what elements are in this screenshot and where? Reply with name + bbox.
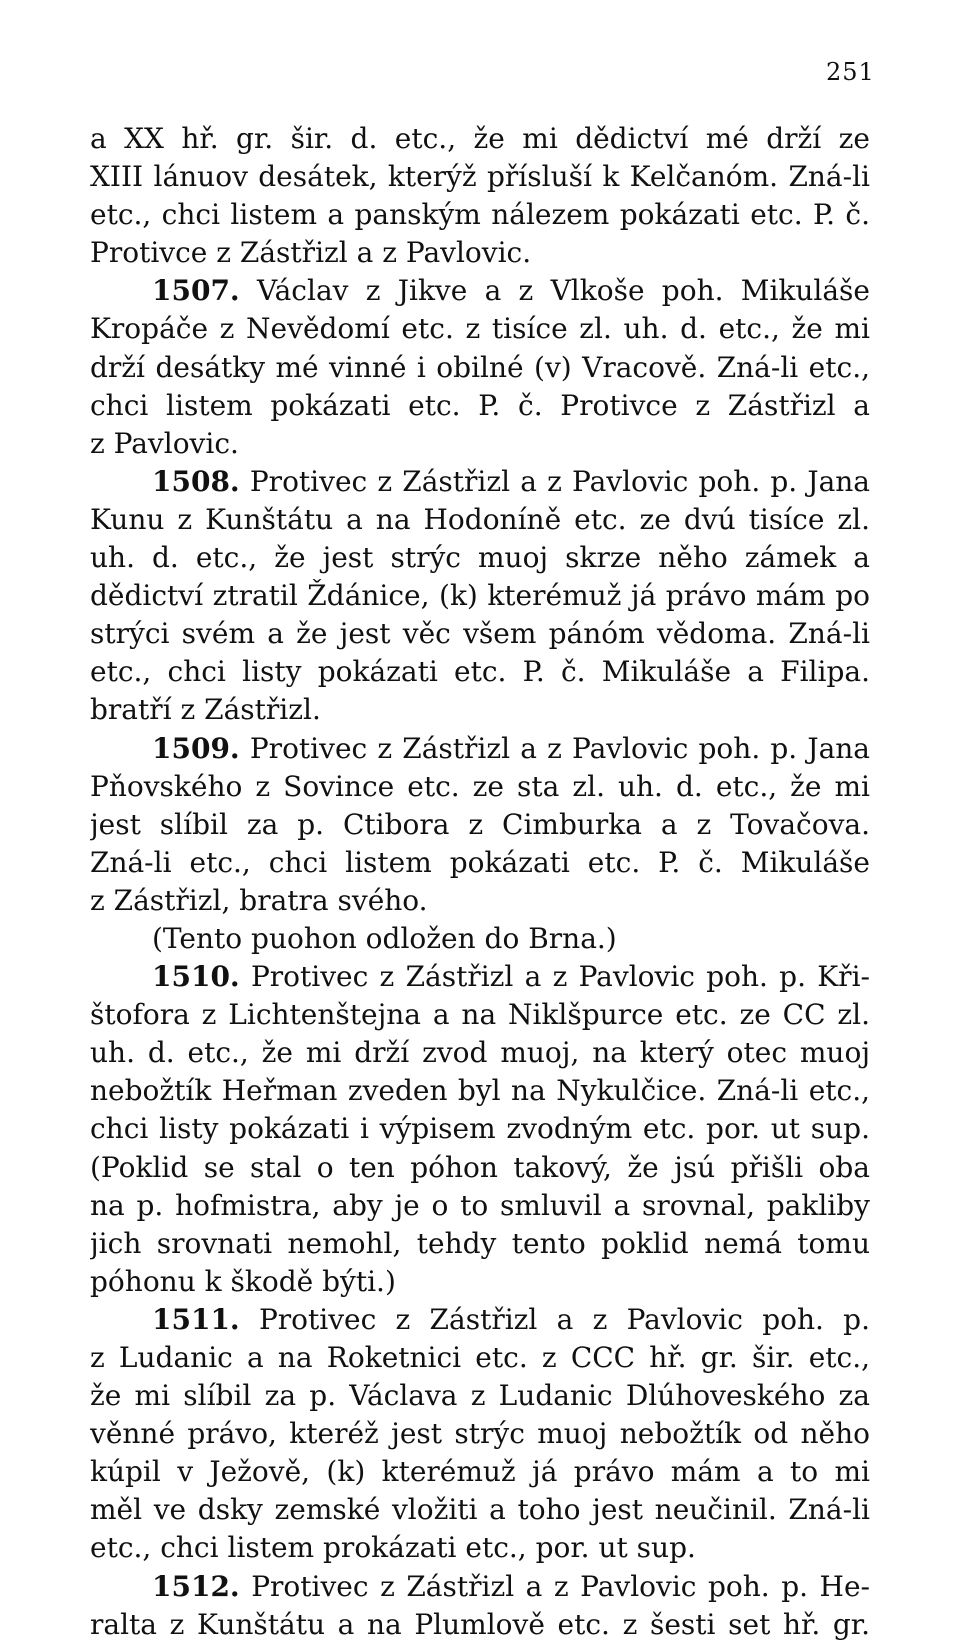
line-text: chci listem pokázati etc. P. č. Protivce z Zástřizl a: [90, 388, 870, 422]
text-line: [90, 1110, 870, 1148]
line-text: a XX hř. gr. šir. d. etc., že mi dědictví mé drží ze: [90, 122, 870, 155]
text-line: [90, 615, 870, 653]
line-text: Kropáče z Nevědomí etc. z tisíce zl. uh. d. etc., že mi: [90, 312, 870, 346]
entry-number: 1511.: [152, 1302, 240, 1336]
text-line: [90, 349, 870, 387]
text-line: [90, 882, 870, 920]
line-text: Protivec z Zástřizl a z Pavlovic poh. p.: [258, 1302, 870, 1336]
line-text: Protivce z Zástřizl a z Pavlovic.: [90, 236, 532, 270]
line-text: Pňovského z Sovince etc. ze sta zl. uh. d. etc., že mi: [90, 769, 870, 803]
text-line: [90, 1377, 870, 1415]
line-text: štofora z Lichtenštejna a na Niklšpurce etc. ze CC zl.: [90, 998, 870, 1032]
line-text: Kunu z Kunštátu a na Hodoníně etc. ze dvú tisíce zl.: [90, 502, 870, 536]
text-line: [90, 806, 870, 844]
line-text: strýci svém a že jest věc všem pánóm vědoma. Zná-li: [90, 617, 870, 651]
line-text: etc., chci listy pokázati etc. P. č. Mikuláše a Filipa.: [90, 655, 870, 689]
text-line: [90, 1415, 870, 1453]
line-text: chci listy pokázati i výpisem zvodným etc. por. ut sup.: [90, 1112, 870, 1146]
line-text: jich srovnati nemohl, tehdy tento poklid nemá tomu: [90, 1226, 870, 1260]
line-text: kúpil v Ježově, (k) kterémuž já právo mám a to mi: [90, 1455, 870, 1489]
text-line: [90, 1149, 870, 1187]
text-line: [90, 768, 870, 806]
entry-start-line: [90, 730, 870, 768]
line-text: Protivec z Zástřizl a z Pavlovic poh. p. Kři-: [239, 960, 870, 994]
line-text: Protivec z Zástřizl a z Pavlovic poh. p. Jana: [239, 731, 870, 765]
entry-number: 1510.: [152, 960, 240, 994]
entry-number: 1512.: [152, 1569, 240, 1603]
line-text: etc., chci listem prokázati etc., por. ut sup.: [90, 1531, 696, 1565]
entry-start-line: [90, 1301, 870, 1339]
entry-start-line: [90, 958, 870, 996]
line-text: z Ludanic a na Roketnici etc. z CCC hř. gr. šir. etc.,: [90, 1341, 870, 1374]
line-text: Zná-li etc., chci listem pokázati etc. P. č. Mikuláše: [90, 845, 870, 879]
text-line: [90, 1263, 870, 1301]
text-line: [90, 577, 870, 615]
text-line: [90, 120, 870, 158]
line-text: že mi slíbil za p. Václava z Ludanic Dlúhoveského za: [90, 1379, 870, 1413]
line-text: Protivec z Zástřizl a z Pavlovic poh. p. Jana: [239, 464, 870, 498]
page-number: 251: [826, 58, 875, 86]
line-text: póhonu k škodě býti.): [90, 1264, 396, 1298]
text-line: [90, 1453, 870, 1491]
entry-number: 1508.: [152, 464, 240, 498]
line-text: (Tento puohon odložen do Brna.): [152, 921, 617, 955]
line-text: Protivec z Zástřizl a z Pavlovic poh. p. He-: [239, 1569, 870, 1603]
text-line: [90, 844, 870, 882]
line-text: nebožtík Heřman zveden byl na Nykulčice. Zná-li etc.,: [90, 1074, 870, 1108]
line-text: ralta z Kunštátu a na Plumlově etc. z šesti set hř. gr.: [90, 1607, 870, 1641]
text-line: [90, 996, 870, 1034]
text-line: [90, 1339, 870, 1377]
line-text: věnné právo, kteréž jest strýc muoj nebožtík od něho: [90, 1417, 870, 1451]
line-text: jest slíbil za p. Ctibora z Cimburka a z Tovačova.: [90, 807, 870, 841]
line-text: XIII lánuov desátek, kterýž přísluší k Kelčanóm. Zná-li: [90, 160, 870, 194]
text-line: [90, 234, 870, 272]
text-line: [90, 691, 870, 729]
text-line: [90, 310, 870, 348]
line-text: bratří z Zástřizl.: [90, 693, 321, 727]
text-line: [90, 1187, 870, 1225]
text-line: [90, 196, 870, 234]
body-text: [90, 120, 870, 1644]
text-line: [90, 653, 870, 691]
text-line: [90, 387, 870, 425]
line-text: Václav z Jikve a z Vlkoše poh. Mikuláše: [239, 274, 870, 308]
line-text: uh. d. etc., že jest strýc muoj skrze něho zámek a: [90, 541, 870, 575]
line-text: uh. d. etc., že mi drží zvod muoj, na který otec muoj: [90, 1036, 870, 1070]
text-line: [90, 158, 870, 196]
text-line: [90, 1034, 870, 1072]
text-line: [90, 539, 870, 577]
line-text: z Pavlovic.: [90, 426, 239, 460]
line-text: dědictví ztratil Ždánice, (k) kterémuž já právo mám po: [90, 579, 870, 613]
text-line: [90, 1529, 870, 1567]
text-line: [90, 1491, 870, 1529]
text-line: [90, 920, 870, 958]
entry-start-line: [90, 463, 870, 501]
entry-start-line: [90, 1568, 870, 1606]
line-text: z Zástřizl, bratra svého.: [90, 883, 428, 917]
line-text: drží desátky mé vinné i obilné (v) Vracově. Zná-li etc.,: [90, 350, 870, 384]
line-text: (Poklid se stal o ten póhon takový, že jsú přišli oba: [90, 1150, 870, 1184]
line-text: na p. hofmistra, aby je o to smluvil a srovnal, pakliby: [90, 1188, 870, 1222]
text-line: [90, 501, 870, 539]
text-line: [90, 1225, 870, 1263]
line-text: etc., chci listem a panským nálezem pokázati etc. P. č.: [90, 198, 870, 232]
text-line: [90, 1072, 870, 1110]
text-line: [90, 425, 870, 463]
text-line: [90, 1606, 870, 1644]
entry-start-line: [90, 272, 870, 310]
entry-number: 1509.: [152, 731, 240, 765]
entry-number: 1507.: [152, 274, 240, 308]
line-text: měl ve dsky zemské vložiti a toho jest neučinil. Zná-li: [90, 1493, 870, 1527]
